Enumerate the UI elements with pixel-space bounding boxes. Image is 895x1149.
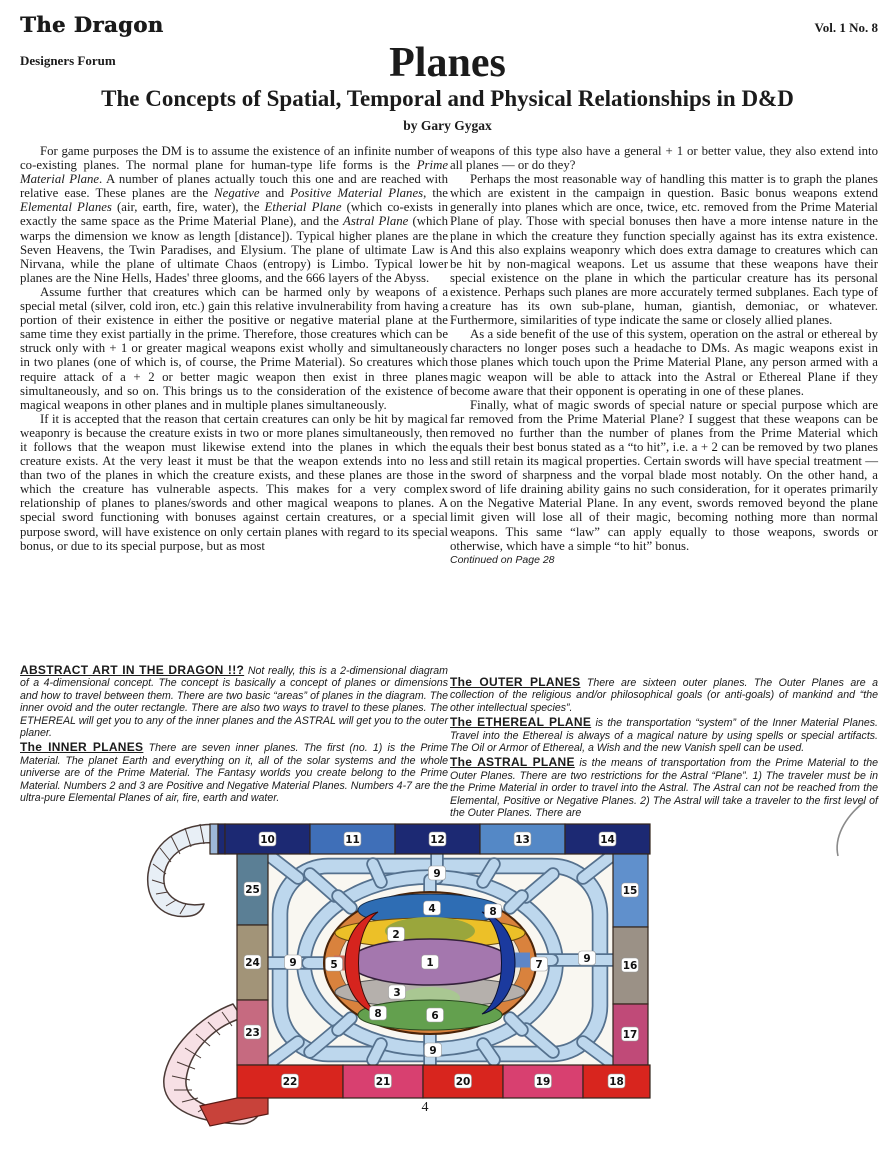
annotation-text: is the transportation “system” of the Inner Material Planes. Travel into the Ethereal is always of a magical nature by using spells or special artifacts. The Oil or Armor of Ethereal, a Wish and the new Vanish spell can be used. bbox=[450, 717, 879, 755]
svg-text:21: 21 bbox=[375, 1075, 391, 1088]
svg-text:17: 17 bbox=[622, 1028, 638, 1041]
leader-line bbox=[822, 798, 872, 860]
annotation-heading: The INNER PLANES bbox=[20, 740, 144, 755]
svg-text:9: 9 bbox=[429, 1044, 437, 1057]
svg-text:15: 15 bbox=[622, 884, 638, 897]
issue-label: Vol. 1 No. 8 bbox=[814, 20, 878, 35]
paragraph: Finally, what of magic swords of special nature or special purpose which are far removed from the Prime Material Plane? I suggest that these weapons can be removed no further than the number of planes from the Prime Material which equals their best bonus stated as a “to hit”, i.e. a + 2 can be removed by two planes and still retain its magical properties. Certain swords will have special treatment — the sword of sharpness and the vorpal blade most notably. On the other hand, a sword of life draining ability gains no such consideration, for it operates primarily on the Negative Material Plane. In any event, swords removed beyond the plane limit given will lose all of their magic, becoming nothing more than normal weapons. This same “law” can apply equally to those weapons, swords or otherwise, which have a simple “to hit” bonus. bbox=[450, 397, 878, 553]
svg-text:10: 10 bbox=[260, 833, 275, 846]
annotation bbox=[450, 756, 878, 819]
svg-text:9: 9 bbox=[433, 867, 441, 880]
svg-text:6: 6 bbox=[431, 1009, 439, 1022]
annotation-text: There are seven inner planes. The first (no. 1) is the Prime Material. The planet Earth and everything on it, all of the solar systems and the whole universe are of the Prime Material. The Fantasy worlds you create belong to the Prime Material. Numbers 2 and 3 are Positive and Negative Material Planes. Numbers 4-7 are the ultra-pure Elemental Planes of air, fire, earth and water. bbox=[20, 742, 448, 805]
svg-text:24: 24 bbox=[245, 956, 260, 969]
article-byline: by Gary Gygax bbox=[403, 118, 492, 133]
svg-text:11: 11 bbox=[345, 833, 360, 846]
paragraph: If it is accepted that the reason that certain creatures can only be hit by magical weaponry is because the creature exists in two or more planes simultaneously, then it follows that the weapon must likewise extend into the planes in which the creature exists. At the very least it must be that the weapon extends into no less than two of the planes in which the creature exists, and these planes are those in which the creature has vulnerable aspects. This makes for a very complex relationship of planes to planes/swords and other magical weapons to planes. A special sword functioning with bonuses against certain creatures, or a special purpose sword, will have existence on only certain planes with regard to its special bonus, or due to its special purpose, but as most bbox=[20, 411, 448, 553]
svg-text:19: 19 bbox=[535, 1075, 551, 1088]
svg-text:13: 13 bbox=[515, 833, 530, 846]
annotation bbox=[20, 664, 448, 739]
paragraph: weapons of this type also have a general + 1 or better value, they also extend into all planes — or do they? bbox=[450, 144, 878, 173]
svg-text:9: 9 bbox=[583, 952, 591, 965]
svg-text:2: 2 bbox=[392, 928, 400, 941]
annotation-text: There are sixteen outer planes. The Outer Planes are a collection of the religious and/or philosophical goals (or anti-goals) of mankind and “the other intellectual species”. bbox=[450, 677, 878, 714]
svg-text:1: 1 bbox=[426, 956, 434, 969]
article-subtitle: The Concepts of Spatial, Temporal and Physical Relationships in D&D bbox=[101, 86, 794, 111]
annotation bbox=[450, 676, 878, 714]
annotations-left bbox=[20, 664, 448, 806]
svg-text:14: 14 bbox=[600, 833, 615, 846]
page-number: 4 bbox=[421, 1100, 429, 1115]
svg-text:18: 18 bbox=[609, 1075, 624, 1088]
annotation bbox=[20, 741, 448, 804]
paragraph: Assume further that creatures which can be harmed only by weapons of a special metal (silver, cold iron, etc.) gain this relative invulnerability from having a portion of their existence in either the positive or negative material plane at the same time they exist partially in the prime. Therefore, those creatures which can be struck only with + 1 or greater magical weapons exist wholly and simultaneously in two planes (one of which is, of course, the Prime Material). So creatures which require attack of a + 2 or better magic weapon then exist in three planes simultaneously, and so on. This brings us to the consideration of the existence of magical weapons in other planes and in multiple planes simultaneously. bbox=[20, 284, 448, 412]
svg-text:9: 9 bbox=[289, 956, 297, 969]
annotations-right bbox=[450, 676, 878, 821]
annotation-heading: The OUTER PLANES bbox=[450, 675, 581, 689]
svg-text:8: 8 bbox=[374, 1007, 382, 1020]
svg-text:22: 22 bbox=[282, 1075, 298, 1088]
svg-text:12: 12 bbox=[430, 833, 445, 846]
annotation-heading: ABSTRACT ART IN THE DRAGON !!? bbox=[20, 663, 245, 677]
magazine-logo: The Dragon bbox=[20, 12, 164, 37]
paragraph: For game purposes the DM is to assume the existence of an infinite number of co-existing planes. The normal plane for human-type life forms is the Prime Material Plane. A number of planes actually touch this one and are reached with relative ease. These planes are the Negative and Positive Material Planes, the Elemental Planes (air, earth, fire, water), the Etherial Plane (which co-exists in exactly the same space as the Prime Material Plane), and the Astral Plane (which warps the dimension we know as length [distance]). Typical higher planes are the Seven Heavens, the Twin Paradises, and Elysium. The plane of ultimate Law is Nirvana, while the plane of ultimate Chaos (entropy) is Limbo. Typical lower planes are the Nine Hells, Hades' three glooms, and the 666 layers of the Abyss. bbox=[20, 144, 449, 285]
svg-text:16: 16 bbox=[622, 959, 638, 972]
section-label: Designers Forum bbox=[20, 53, 116, 68]
svg-text:20: 20 bbox=[455, 1075, 471, 1088]
svg-text:25: 25 bbox=[245, 883, 260, 896]
annotation-text: is the means of transportation from the Prime Material to the Outer Planes. There are two restrictions for the Astral “Plane”. 1) The traveler must be in the Prime Material in order to travel into the Astral. The Astral can not be reached from the Elemental, Positive or Negative Planes. 2) The Astral will take a traveler to the first level of the Outer Planes. There are bbox=[450, 757, 878, 820]
svg-text:3: 3 bbox=[393, 986, 401, 999]
annotation-heading: The ASTRAL PLANE bbox=[450, 755, 575, 770]
continued-note: Continued on Page 28 bbox=[450, 553, 555, 566]
paragraph: Perhaps the most reasonable way of handling this matter is to graph the planes which are existent in the campaign in question. Basic bonus weapons extend generally into planes which are once, twice, etc. removed from the Prime Material Plane of play. Those with special bonuses then have a more intense nature in the plane in which the creature they function specially against has its extra existence. And this also explains weaponry which does extra damage to creatures which can be hit by non-magical weapons. Let us assume that these weapons have their special existence on the plane in which the particular creature has its personal existence. Perhaps such planes are more accurately termed subplanes. Each type of creature has its own sub-plane, human, giantish, demoniac, or whatever. Furthermore, similarities of type indicate the same or closely allied planes. bbox=[450, 172, 878, 328]
svg-text:4: 4 bbox=[428, 902, 436, 915]
planes-diagram bbox=[138, 812, 668, 1127]
svg-text:8: 8 bbox=[489, 905, 497, 918]
svg-text:5: 5 bbox=[330, 958, 338, 971]
article-title: Planes bbox=[389, 40, 506, 86]
annotation-text: Not really, this is a 2-dimensional diagram of a 4-dimensional concept. The concept is basically a concept of planes or dimensions and how to travel between them. There are two basic “areas” of planes in the diagram. The inner ovoid and the outer rectangle. There are also two ways to travel to these planes. The ETHEREAL will get you to any of the inner planes and the ASTRAL will get you to the outer planer. bbox=[20, 665, 448, 740]
article-column-2 bbox=[450, 144, 878, 567]
annotation-heading: The ETHEREAL PLANE bbox=[450, 715, 592, 730]
svg-text:23: 23 bbox=[245, 1026, 260, 1039]
svg-text:7: 7 bbox=[535, 958, 543, 971]
article-column-1 bbox=[20, 144, 448, 553]
annotation bbox=[450, 716, 878, 754]
paragraph: As a side benefit of the use of this system, operation on the astral or ethereal by characters no longer poses such a headache to DMs. As magic weapons exist in those planes which touch upon the Prime Material Plane, any person armed with a magic weapon will be able to attack into the Astral or Ethereal Plane if they become aware that their opponent is operating in one of these planes. bbox=[450, 327, 878, 398]
